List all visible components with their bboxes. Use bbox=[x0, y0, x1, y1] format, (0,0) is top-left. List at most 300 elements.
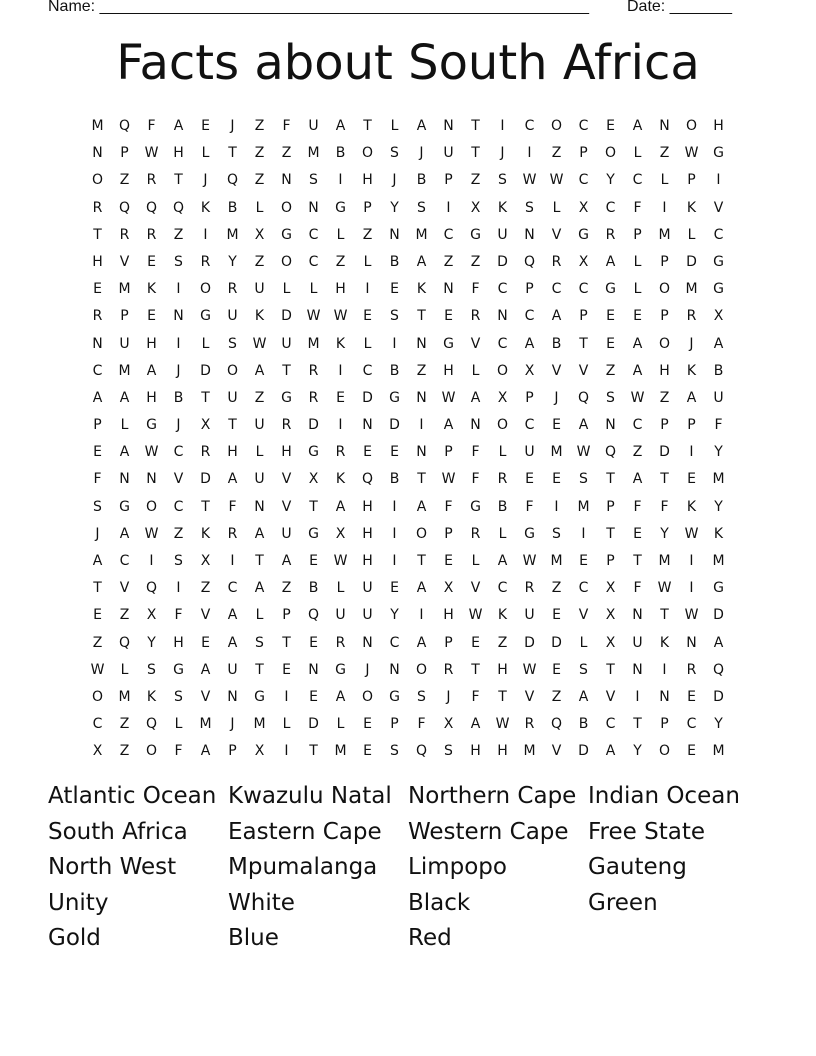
grid-letter: Z bbox=[281, 580, 292, 597]
grid-letter: D bbox=[713, 688, 724, 705]
grid-letter: L bbox=[363, 253, 372, 270]
page-title: Facts about South Africa bbox=[116, 35, 700, 91]
grid-letter: G bbox=[605, 281, 616, 298]
grid-letter: B bbox=[551, 335, 562, 352]
grid-letter: O bbox=[280, 199, 293, 216]
grid-letter: B bbox=[578, 716, 589, 733]
grid-letter: O bbox=[361, 145, 374, 162]
grid-letter: G bbox=[713, 580, 724, 597]
grid-letter: I bbox=[554, 498, 559, 515]
grid-letter: U bbox=[713, 389, 724, 406]
grid-letter: S bbox=[390, 145, 399, 162]
word-bank-item: Limpopo bbox=[408, 854, 507, 881]
grid-letter: G bbox=[173, 661, 184, 678]
grid-letter: W bbox=[144, 444, 159, 461]
grid-letter: A bbox=[227, 471, 238, 488]
grid-letter: W bbox=[522, 661, 537, 678]
grid-letter: K bbox=[200, 199, 211, 216]
grid-letter: F bbox=[147, 118, 156, 134]
grid-letter: P bbox=[687, 417, 696, 434]
grid-letter: N bbox=[173, 308, 184, 325]
grid-letter: V bbox=[200, 607, 211, 624]
grid-letter: G bbox=[308, 525, 319, 542]
grid-letter: Z bbox=[470, 172, 481, 189]
grid-letter: Y bbox=[714, 716, 723, 733]
grid-letter: X bbox=[578, 199, 589, 216]
grid-letter: Y bbox=[390, 199, 399, 216]
grid-letter: Y bbox=[147, 634, 156, 651]
grid-letter: P bbox=[579, 145, 588, 162]
grid-letter: Z bbox=[659, 145, 670, 162]
grid-letter: I bbox=[689, 444, 694, 461]
grid-letter: U bbox=[335, 607, 346, 624]
grid-letter: L bbox=[633, 281, 642, 298]
grid-letter: J bbox=[176, 362, 181, 379]
grid-letter: B bbox=[173, 389, 184, 406]
grid-letter: Z bbox=[416, 362, 427, 379]
grid-letter: O bbox=[658, 743, 671, 760]
grid-letter: E bbox=[363, 716, 372, 733]
grid-letter: A bbox=[713, 634, 724, 651]
grid-letter: O bbox=[226, 362, 239, 379]
grid-letter: O bbox=[145, 498, 158, 515]
grid-letter: L bbox=[336, 226, 345, 243]
grid-letter: C bbox=[578, 281, 589, 298]
grid-letter: K bbox=[497, 199, 508, 216]
grid-letter: Z bbox=[443, 253, 454, 270]
grid-letter: G bbox=[389, 688, 400, 705]
grid-letter: G bbox=[281, 389, 292, 406]
grid-letter: R bbox=[146, 172, 157, 189]
grid-letter: E bbox=[552, 471, 561, 488]
grid-letter: N bbox=[470, 417, 481, 434]
grid-letter: W bbox=[522, 553, 537, 569]
grid-letter: C bbox=[308, 226, 319, 243]
grid-letter: B bbox=[389, 362, 400, 379]
grid-letter: A bbox=[119, 444, 130, 461]
grid-letter: V bbox=[470, 335, 481, 352]
grid-letter: A bbox=[335, 688, 346, 705]
grid-letter: Z bbox=[551, 145, 562, 162]
grid-letter: G bbox=[200, 308, 211, 325]
grid-letter: X bbox=[146, 607, 157, 624]
grid-letter: V bbox=[470, 580, 481, 597]
grid-letter: V bbox=[119, 580, 130, 597]
grid-letter: D bbox=[308, 716, 319, 733]
grid-letter: A bbox=[254, 580, 265, 597]
grid-letter: F bbox=[174, 743, 183, 760]
word-bank bbox=[48, 781, 768, 959]
grid-letter: A bbox=[254, 362, 265, 379]
grid-letter: J bbox=[203, 172, 208, 189]
grid-letter: Z bbox=[659, 389, 670, 406]
grid-letter: P bbox=[228, 743, 237, 760]
word-bank-item: Free State bbox=[588, 818, 705, 845]
grid-letter: I bbox=[149, 553, 154, 569]
grid-letter: U bbox=[227, 389, 238, 406]
grid-letter: A bbox=[254, 525, 265, 542]
grid-letter: O bbox=[685, 118, 698, 134]
grid-letter: A bbox=[578, 417, 589, 434]
grid-letter: A bbox=[416, 580, 427, 597]
grid-letter: L bbox=[282, 716, 291, 733]
grid-letter: C bbox=[551, 281, 562, 298]
word-bank-item: Eastern Cape bbox=[228, 818, 382, 845]
word-bank-item: Blue bbox=[228, 925, 279, 952]
grid-letter: G bbox=[119, 498, 130, 515]
grid-letter: H bbox=[362, 498, 373, 515]
grid-letter: A bbox=[713, 335, 724, 352]
grid-letter: P bbox=[390, 716, 399, 733]
grid-letter: D bbox=[497, 253, 508, 270]
word-bank-item: Mpumalanga bbox=[228, 854, 378, 881]
grid-letter: N bbox=[632, 607, 643, 624]
grid-letter: N bbox=[146, 471, 157, 488]
grid-letter: C bbox=[632, 417, 643, 434]
word-bank-item: Western Cape bbox=[408, 818, 569, 845]
grid-letter: L bbox=[201, 145, 210, 162]
grid-letter: D bbox=[389, 417, 400, 434]
word-bank-item: Atlantic Ocean bbox=[48, 783, 217, 809]
grid-letter: E bbox=[390, 281, 399, 298]
grid-letter: M bbox=[685, 281, 698, 298]
grid-letter: C bbox=[524, 308, 535, 325]
grid-letter: Z bbox=[173, 525, 184, 542]
grid-letter: B bbox=[416, 172, 427, 189]
grid-letter: E bbox=[363, 444, 372, 461]
grid-letter: J bbox=[230, 716, 235, 733]
grid-letter: P bbox=[282, 607, 291, 624]
grid-letter: A bbox=[524, 335, 535, 352]
grid-letter: D bbox=[362, 389, 373, 406]
grid-letter: U bbox=[119, 335, 130, 352]
grid-letter: G bbox=[281, 226, 292, 243]
grid-letter: Z bbox=[119, 716, 130, 733]
grid-letter: N bbox=[254, 498, 265, 515]
grid-letter: T bbox=[282, 634, 291, 651]
grid-letter: Z bbox=[200, 580, 211, 597]
grid-letter: M bbox=[523, 743, 536, 760]
grid-letter: P bbox=[660, 308, 669, 325]
grid-letter: A bbox=[119, 389, 130, 406]
grid-letter: C bbox=[173, 444, 184, 461]
grid-letter: M bbox=[658, 553, 671, 569]
grid-letter: A bbox=[632, 335, 643, 352]
grid-letter: D bbox=[281, 308, 292, 325]
grid-letter: K bbox=[146, 281, 157, 298]
grid-letter: R bbox=[686, 308, 697, 325]
grid-letter: T bbox=[471, 661, 480, 678]
grid-letter: U bbox=[227, 661, 238, 678]
grid-letter: X bbox=[308, 471, 319, 488]
grid-letter: F bbox=[471, 471, 480, 488]
grid-letter: E bbox=[309, 634, 318, 651]
grid-letter: F bbox=[471, 688, 480, 705]
grid-letter: X bbox=[92, 743, 103, 760]
grid-letter: C bbox=[578, 172, 589, 189]
grid-letter: I bbox=[392, 335, 397, 352]
grid-letter: M bbox=[226, 226, 239, 243]
grid-letter: E bbox=[390, 580, 399, 597]
grid-letter: F bbox=[660, 498, 669, 515]
grid-letter: T bbox=[228, 145, 237, 162]
grid-letter: V bbox=[551, 362, 562, 379]
grid-letter: T bbox=[255, 661, 264, 678]
grid-letter: N bbox=[308, 661, 319, 678]
grid-letter: C bbox=[227, 580, 238, 597]
grid-letter: D bbox=[578, 743, 589, 760]
grid-letter: Y bbox=[714, 498, 723, 515]
grid-letter: T bbox=[606, 661, 615, 678]
grid-letter: Q bbox=[577, 389, 590, 406]
grid-letter: C bbox=[497, 580, 508, 597]
grid-letter: M bbox=[415, 226, 428, 243]
grid-letter: N bbox=[605, 417, 616, 434]
grid-letter: A bbox=[173, 118, 184, 134]
grid-letter: R bbox=[524, 580, 535, 597]
grid-letter: T bbox=[174, 172, 183, 189]
grid-letter: T bbox=[417, 308, 426, 325]
grid-letter: F bbox=[633, 580, 642, 597]
grid-letter: B bbox=[335, 145, 346, 162]
grid-letter: I bbox=[176, 281, 181, 298]
grid-letter: M bbox=[712, 743, 725, 760]
grid-letter: Z bbox=[281, 145, 292, 162]
grid-letter: T bbox=[93, 226, 102, 243]
grid-letter: C bbox=[632, 172, 643, 189]
grid-letter: T bbox=[579, 335, 588, 352]
grid-letter: N bbox=[659, 688, 670, 705]
grid-letter: Z bbox=[92, 634, 103, 651]
grid-letter: Q bbox=[145, 716, 158, 733]
grid-letter: L bbox=[282, 281, 291, 298]
grid-letter: F bbox=[444, 498, 453, 515]
grid-letter: C bbox=[578, 118, 589, 134]
grid-letter: A bbox=[227, 607, 238, 624]
grid-letter: W bbox=[144, 145, 159, 162]
grid-letter: P bbox=[444, 525, 453, 542]
grid-letter: T bbox=[606, 525, 615, 542]
grid-letter: E bbox=[390, 444, 399, 461]
grid-letter: X bbox=[470, 199, 481, 216]
grid-letter: L bbox=[255, 444, 264, 461]
grid-letter: J bbox=[392, 172, 397, 189]
grid-letter: E bbox=[687, 688, 696, 705]
grid-letter: W bbox=[144, 525, 159, 542]
grid-letter: A bbox=[578, 688, 589, 705]
grid-letter: L bbox=[471, 362, 480, 379]
grid-letter: R bbox=[119, 226, 130, 243]
grid-letter: S bbox=[525, 199, 534, 216]
grid-letter: C bbox=[686, 716, 697, 733]
grid-letter: Q bbox=[226, 172, 239, 189]
grid-letter: R bbox=[524, 716, 535, 733]
grid-letter: I bbox=[419, 417, 424, 434]
grid-letter: L bbox=[255, 199, 264, 216]
grid-letter: G bbox=[713, 281, 724, 298]
grid-letter: I bbox=[689, 553, 694, 569]
grid-letter: N bbox=[497, 308, 508, 325]
grid-letter: A bbox=[443, 417, 454, 434]
word-bank-item: Gold bbox=[48, 925, 101, 952]
grid-letter: A bbox=[605, 253, 616, 270]
grid-letter: A bbox=[470, 716, 481, 733]
grid-letter: J bbox=[500, 145, 505, 162]
grid-letter: W bbox=[684, 145, 699, 162]
grid-letter: R bbox=[308, 362, 319, 379]
grid-letter: B bbox=[227, 199, 238, 216]
grid-letter: E bbox=[309, 688, 318, 705]
grid-letter: I bbox=[581, 525, 586, 542]
grid-letter: H bbox=[227, 444, 238, 461]
grid-letter: I bbox=[662, 661, 667, 678]
grid-letter: H bbox=[362, 525, 373, 542]
grid-letter: I bbox=[635, 688, 640, 705]
grid-letter: N bbox=[443, 118, 454, 134]
grid-letter: Z bbox=[119, 172, 130, 189]
grid-letter: A bbox=[92, 389, 103, 406]
grid-letter: V bbox=[578, 607, 589, 624]
grid-letter: N bbox=[92, 145, 103, 162]
grid-letter: L bbox=[336, 716, 345, 733]
grid-letter: T bbox=[606, 471, 615, 488]
word-bank-item: Red bbox=[408, 925, 452, 952]
grid-letter: X bbox=[524, 362, 535, 379]
grid-letter: T bbox=[201, 498, 210, 515]
grid-letter: B bbox=[389, 471, 400, 488]
grid-letter: C bbox=[497, 281, 508, 298]
grid-letter: A bbox=[605, 743, 616, 760]
grid-letter: E bbox=[309, 553, 318, 569]
grid-letter: R bbox=[497, 471, 508, 488]
grid-letter: H bbox=[92, 253, 103, 270]
grid-letter: Y bbox=[633, 743, 642, 760]
grid-letter: G bbox=[308, 444, 319, 461]
grid-letter: K bbox=[497, 607, 508, 624]
grid-letter: R bbox=[551, 253, 562, 270]
grid-letter: H bbox=[335, 281, 346, 298]
grid-letter: H bbox=[470, 743, 481, 760]
grid-letter: T bbox=[471, 145, 480, 162]
grid-letter: T bbox=[633, 716, 642, 733]
grid-letter: N bbox=[227, 688, 238, 705]
grid-letter: M bbox=[91, 118, 104, 134]
grid-letter: Z bbox=[254, 253, 265, 270]
worksheet-header bbox=[0, 0, 816, 22]
grid-letter: E bbox=[147, 308, 156, 325]
grid-letter: S bbox=[147, 661, 156, 678]
grid-letter: E bbox=[552, 417, 561, 434]
grid-letter: Y bbox=[228, 253, 237, 270]
grid-letter: B bbox=[389, 253, 400, 270]
grid-letter: D bbox=[551, 634, 562, 651]
grid-letter: K bbox=[254, 308, 265, 325]
grid-letter: E bbox=[336, 389, 345, 406]
grid-letter: P bbox=[633, 226, 642, 243]
grid-letter: G bbox=[335, 199, 346, 216]
grid-letter: G bbox=[389, 389, 400, 406]
grid-letter: R bbox=[281, 417, 292, 434]
grid-letter: Q bbox=[118, 199, 131, 216]
grid-letter: N bbox=[416, 335, 427, 352]
grid-letter: S bbox=[606, 389, 615, 406]
grid-letter: I bbox=[230, 553, 235, 569]
grid-letter: U bbox=[524, 607, 535, 624]
grid-letter: Z bbox=[119, 607, 130, 624]
grid-letter: Q bbox=[145, 580, 158, 597]
grid-letter: B bbox=[497, 498, 508, 515]
grid-letter: P bbox=[525, 389, 534, 406]
grid-letter: C bbox=[713, 226, 724, 243]
grid-letter: A bbox=[200, 661, 211, 678]
grid-letter: G bbox=[335, 661, 346, 678]
grid-letter: V bbox=[281, 498, 292, 515]
grid-letter: L bbox=[552, 199, 561, 216]
grid-letter: O bbox=[415, 661, 428, 678]
word-bank-item: Green bbox=[588, 889, 658, 916]
grid-letter: O bbox=[91, 688, 104, 705]
grid-letter: C bbox=[578, 580, 589, 597]
grid-letter: I bbox=[446, 199, 451, 216]
grid-letter: R bbox=[443, 661, 454, 678]
grid-letter: I bbox=[392, 525, 397, 542]
grid-letter: T bbox=[255, 553, 264, 569]
grid-letter: N bbox=[308, 199, 319, 216]
grid-letter: Q bbox=[172, 199, 185, 216]
grid-letter: P bbox=[579, 308, 588, 325]
grid-letter: G bbox=[443, 335, 454, 352]
grid-letter: R bbox=[470, 308, 481, 325]
grid-letter: K bbox=[335, 335, 346, 352]
grid-letter: L bbox=[390, 118, 399, 134]
grid-letter: U bbox=[362, 580, 373, 597]
grid-letter: U bbox=[281, 525, 292, 542]
grid-letter: N bbox=[389, 661, 400, 678]
grid-letter: J bbox=[176, 417, 181, 434]
grid-letter: I bbox=[203, 226, 208, 243]
grid-letter: V bbox=[605, 688, 616, 705]
grid-letter: E bbox=[633, 525, 642, 542]
grid-letter: S bbox=[579, 471, 588, 488]
grid-letter: L bbox=[336, 580, 345, 597]
grid-letter: F bbox=[714, 417, 723, 434]
grid-letter: U bbox=[524, 444, 535, 461]
grid-letter: X bbox=[254, 743, 265, 760]
grid-letter: W bbox=[522, 172, 537, 189]
grid-letter: E bbox=[93, 444, 102, 461]
grid-letter: H bbox=[497, 743, 508, 760]
grid-letter: T bbox=[201, 389, 210, 406]
grid-letter: L bbox=[687, 226, 696, 243]
grid-letter: M bbox=[118, 688, 131, 705]
grid-letter: H bbox=[173, 634, 184, 651]
grid-letter: H bbox=[443, 362, 454, 379]
grid-letter: F bbox=[633, 199, 642, 216]
grid-letter: U bbox=[632, 634, 643, 651]
grid-letter: S bbox=[93, 498, 102, 515]
grid-letter: F bbox=[228, 498, 237, 515]
grid-letter: T bbox=[228, 417, 237, 434]
grid-letter: P bbox=[687, 172, 696, 189]
grid-letter: F bbox=[525, 498, 534, 515]
grid-letter: D bbox=[200, 471, 211, 488]
grid-letter: T bbox=[417, 553, 426, 569]
grid-letter: G bbox=[713, 253, 724, 270]
grid-letter: U bbox=[227, 308, 238, 325]
grid-letter: H bbox=[362, 172, 373, 189]
grid-letter: Q bbox=[307, 607, 320, 624]
grid-letter: O bbox=[91, 172, 104, 189]
